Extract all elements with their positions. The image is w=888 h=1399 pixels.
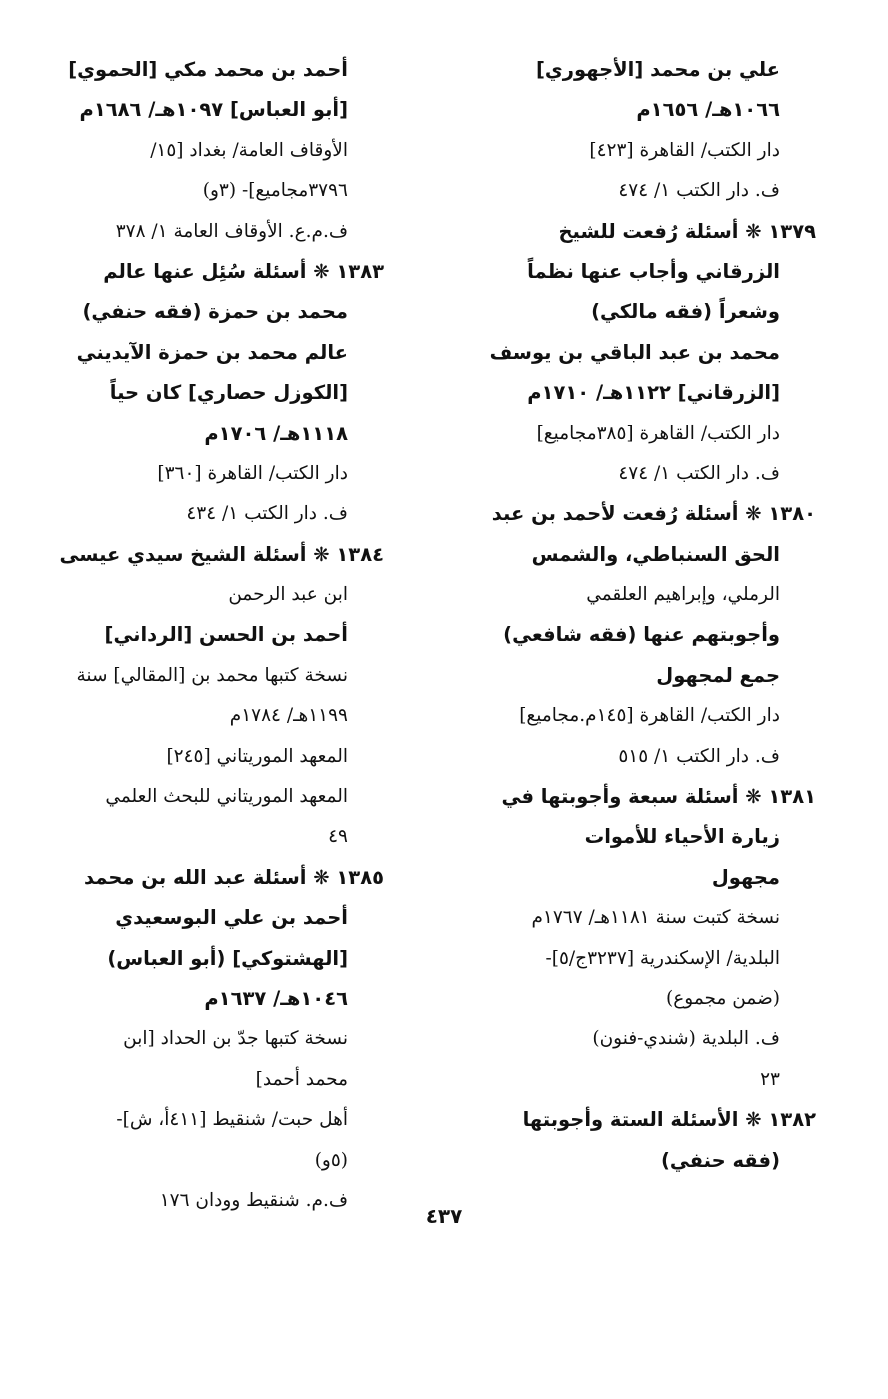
- entry-heading-line: ١٣٨٠ ❋ أسئلة رُفعت لأحمد بن عبد: [491, 502, 816, 526]
- entry-heading-line: ١٣٨٥ ❋ أسئلة عبد الله بن محمد: [84, 865, 384, 889]
- text-line: المعهد الموريتاني للبحث العلمي: [105, 786, 348, 808]
- text-line: الزرقاني وأجاب عنها نظماً: [527, 259, 780, 283]
- entry-heading-line: ١٣٧٩ ❋ أسئلة رُفعت للشيخ: [558, 219, 816, 243]
- entry-heading-line: ١٣٨١ ❋ أسئلة سبعة وأجوبتها في: [501, 785, 816, 809]
- text-line: المعهد الموريتاني [٢٤٥]: [166, 745, 348, 767]
- text-line: جمع لمجهول: [656, 663, 780, 687]
- text-line: (فقه حنفي): [660, 1148, 780, 1172]
- text-line: أهل حبت/ شنقيط [٤١١أ، ش]-: [116, 1109, 348, 1131]
- text-line: مجهول: [711, 865, 780, 889]
- entry-heading-line: ١٣٨٣ ❋ أسئلة سُئِل عنها عالم: [103, 259, 384, 283]
- page-number: ٤٣٧: [425, 1204, 463, 1228]
- right-column: [435, 50, 816, 1181]
- text-line: ف.م. شنقيط وودان ١٧٦: [159, 1189, 348, 1211]
- text-line: ف. دار الكتب ١/ ٤٧٤: [618, 180, 780, 202]
- text-line: ١١٩٩هـ/ ١٧٨٤م: [229, 705, 348, 727]
- text-line: وأجوبتهم عنها (فقه شافعي): [503, 623, 780, 647]
- text-line: أحمد بن محمد مكي [الحموي]: [68, 58, 348, 81]
- text-line: ف. دار الكتب ١/ ٤٧٤: [618, 462, 780, 484]
- text-line: الرملي، وإبراهيم العلقمي: [586, 584, 780, 606]
- text-line: ١٠٤٦هـ/ ١٦٣٧م: [204, 986, 348, 1010]
- text-line: (٥و): [314, 1149, 348, 1171]
- text-line: ٣٧٩٦مجاميع]- (٣و): [202, 180, 348, 202]
- text-line: ف. البلدية (شندي-فنون): [592, 1028, 780, 1050]
- text-line: عالم محمد بن حمزة الآيديني: [76, 340, 348, 364]
- text-line: ف. دار الكتب ١/ ٥١٥: [618, 745, 780, 767]
- text-line: ٢٣: [760, 1068, 780, 1090]
- text-line: دار الكتب/ القاهرة [١٤٥م.مجاميع]: [519, 705, 780, 727]
- text-line: زيارة الأحياء للأموات: [584, 825, 780, 849]
- text-line: ابن عبد الرحمن: [228, 584, 348, 606]
- text-line: علي بن محمد [الأجهوري]: [536, 58, 780, 81]
- text-line: دار الكتب/ القاهرة [٤٢٣]: [589, 139, 780, 161]
- text-line: أحمد بن علي البوسعيدي: [115, 906, 348, 930]
- text-line: نسخة كتبها جدّ بن الحداد [ابن: [123, 1028, 348, 1050]
- text-line: محمد بن حمزة (فقه حنفي): [82, 300, 348, 324]
- text-line: الأوقاف العامة/ بغداد [١٥/: [150, 139, 348, 161]
- text-line: (ضمن مجموع): [666, 987, 780, 1009]
- text-line: الحق السنباطي، والشمس: [531, 542, 780, 566]
- left-column: [23, 50, 384, 1221]
- text-line: نسخة كتبها محمد بن [المقالي] سنة: [76, 664, 348, 686]
- text-line: أحمد بن الحسن [الرداني]: [104, 623, 348, 647]
- entry-heading-line: ١٣٨٤ ❋ أسئلة الشيخ سيدي عيسى: [59, 542, 384, 566]
- text-line: [أبو العباس] ١٠٩٧هـ/ ١٦٨٦م: [79, 98, 348, 122]
- text-line: محمد أحمد]: [255, 1068, 348, 1090]
- text-line: دار الكتب/ القاهرة [٣٦٠]: [157, 462, 348, 484]
- text-line: [الكوزل حصاري] كان حياً: [109, 381, 348, 405]
- text-line: البلدية/ الإسكندرية [٣٢٣٧ج/٥]-: [545, 947, 780, 969]
- text-line: ١٠٦٦هـ/ ١٦٥٦م: [636, 98, 780, 122]
- text-line: دار الكتب/ القاهرة [٣٨٥مجاميع]: [536, 422, 780, 444]
- text-line: ف. دار الكتب ١/ ٤٣٤: [186, 503, 348, 525]
- text-line: نسخة كتبت سنة ١١٨١هـ/ ١٧٦٧م: [531, 907, 780, 929]
- text-line: ١١١٨هـ/ ١٧٠٦م: [204, 421, 348, 445]
- text-line: وشعراً (فقه مالكي): [591, 300, 780, 324]
- text-line: ف.م.ع. الأوقاف العامة ١/ ٣٧٨: [115, 220, 348, 242]
- text-line: محمد بن عبد الباقي بن يوسف: [489, 340, 780, 364]
- text-line: ٤٩: [328, 826, 348, 848]
- text-line: [الزرقاني] ١١٢٢هـ/ ١٧١٠م: [527, 381, 780, 405]
- entry-heading-line: ١٣٨٢ ❋ الأسئلة الستة وأجوبتها: [522, 1108, 816, 1132]
- text-line: [الهشتوكي] (أبو العباس): [107, 946, 348, 970]
